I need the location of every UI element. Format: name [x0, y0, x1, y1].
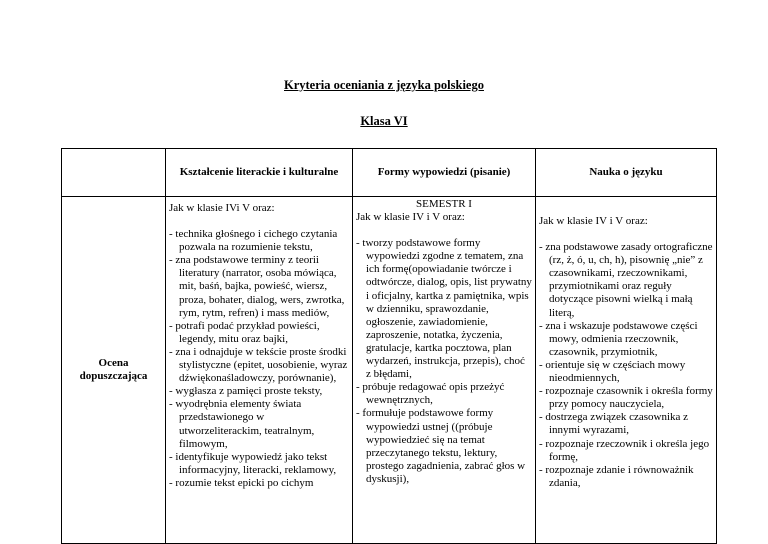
list-item: - rozumie tekst epicki po cichym — [169, 476, 314, 489]
document-title: Kryteria oceniania z języka polskiego — [284, 78, 484, 92]
list-item: - zna podstawowe zasady ortograficzne (rz, ż, ó, u, ch, h), pisownię „nie” z czasownikami, rzeczownikami, przymiotnikami oraz reguły dotyczące pisowni wielką i małą literą, — [539, 241, 713, 319]
semester-label: SEMESTR I — [416, 198, 472, 210]
header-literary: Kształcenie literackie i kulturalne — [166, 149, 353, 197]
writing-cell — [353, 197, 536, 544]
list-item: - identyfikuje wypowiedź jako tekst informacyjny, literacki, reklamowy, — [169, 450, 337, 476]
empty-corner-cell — [62, 149, 166, 197]
list-item: - rozpoznaje zdanie i równoważnik zdania, — [539, 463, 694, 489]
literary-intro: Jak w klasie IVi V oraz: — [169, 202, 275, 214]
list-item: - dostrzega związek czasownika z innymi wyrazami, — [539, 411, 689, 437]
header-row — [62, 149, 717, 197]
literary-list — [169, 228, 349, 490]
grade-row — [62, 197, 717, 544]
list-item: - zna i odnajduje w tekście proste środki stylistyczne (epitet, uosobienie, wyraz dźwiękonaśladowczy, porównanie), — [169, 345, 348, 385]
writing-intro: Jak w klasie IV i V oraz: — [356, 211, 465, 224]
language-intro: Jak w klasie IV i V oraz: — [539, 215, 648, 227]
header-writing: Formy wypowiedzi (pisanie) — [353, 149, 536, 197]
list-item: - próbuje redagować opis przeżyć wewnętrznych, — [356, 381, 505, 407]
writing-list — [356, 237, 532, 486]
language-list — [539, 241, 713, 490]
list-item: - formułuje podstawowe formy wypowiedzi ustnej ((próbuje wypowiedzieć się na temat przeczytanego tekstu, lektury, prostego zagadnienia, zabrać głos w dyskusji), — [356, 407, 526, 485]
list-item: - zna podstawowe terminy z teorii literatury (narrator, osoba mówiąca, mit, baśń, bajka, powieść, wiersz, proza, bohater, dialog, wers, zwrotka, rym, rytm, refren) i mass mediów, — [169, 254, 345, 319]
list-item: - potrafi podać przykład powieści, legendy, mitu oraz bajki, — [169, 319, 320, 345]
list-item: - rozpoznaje rzeczownik i określa jego formę, — [539, 437, 710, 463]
list-item: - tworzy podstawowe formy wypowiedzi zgodne z tematem, zna ich formę(opowiadanie twórcze i odtwórcze, dialog, opis, list prywatny i oficjalny, kartka z pamiętnika, wpis w dzienniku, sprawozdanie, ogłoszenie, zawiadomienie, zaproszenie, notatka, życzenia, gratulacje, kartka pocztowa, plan wydarzeń, instrukcja, przepis), choć z błędami, — [356, 237, 532, 381]
list-item: - technika głośnego i cichego czytania pozwala na rozumienie tekstu, — [169, 228, 338, 254]
list-item: - wyodrębnia elementy świata przedstawionego w utworzeliterackim, teatralnym, filmowym, — [169, 398, 315, 450]
header-language: Nauka o języku — [536, 149, 717, 197]
criteria-table — [61, 148, 717, 544]
list-item: - wygłasza z pamięci proste teksty, — [169, 385, 323, 398]
language-cell — [536, 197, 717, 544]
document-subtitle: Klasa VI — [360, 114, 408, 128]
list-item: - zna i wskazuje podstawowe części mowy, odmienia rzeczownik, czasownik, przymiotnik, — [539, 319, 698, 358]
list-item: - orientuje się w częściach mowy nieodmiennych, — [539, 358, 686, 385]
grade-label: Ocena dopuszczająca — [62, 197, 166, 544]
list-item: - rozpoznaje czasownik i określa formy przy pomocy nauczyciela, — [539, 385, 713, 411]
literary-cell — [166, 197, 353, 544]
